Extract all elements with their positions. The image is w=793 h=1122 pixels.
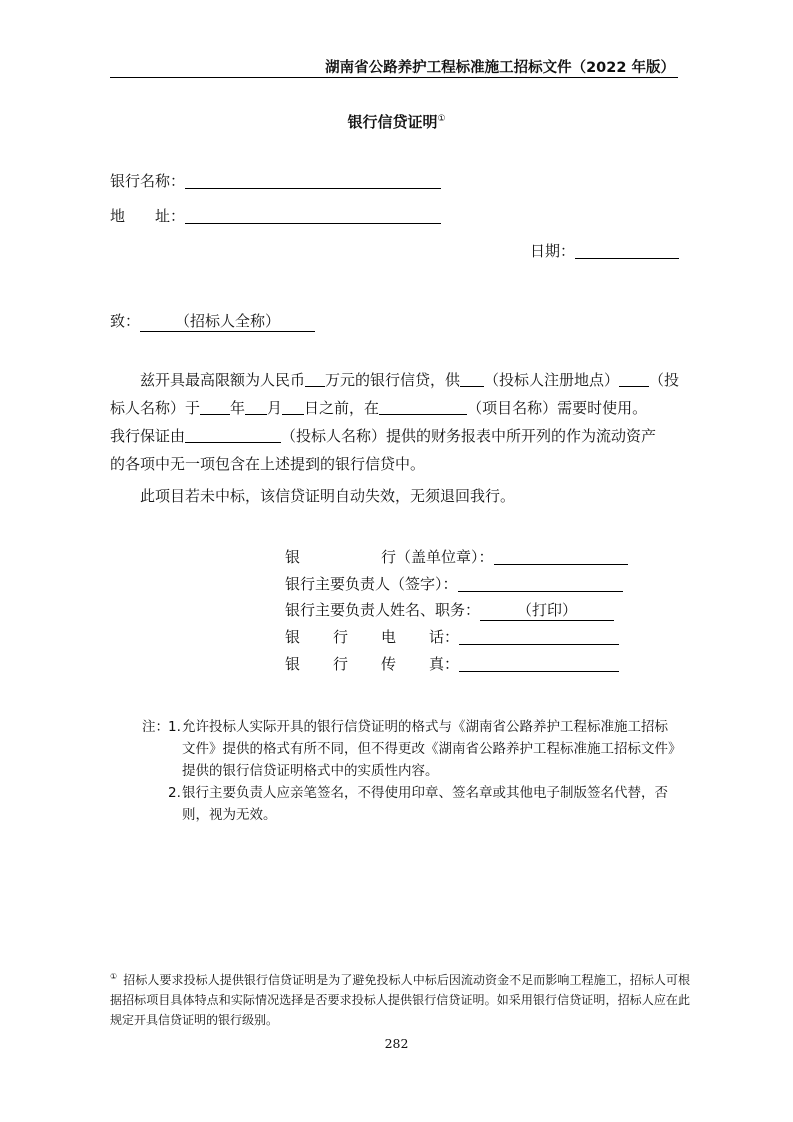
address-row	[110, 205, 441, 226]
bank-name-row	[110, 170, 441, 191]
head-sign-label: 银行主要负责人（签字）：	[285, 575, 458, 593]
fax-field[interactable]	[459, 655, 619, 672]
phone-row	[285, 626, 619, 647]
phone-char-4: 话：	[429, 628, 460, 646]
year-blank[interactable]	[200, 400, 230, 415]
address-label-1: 地	[110, 207, 126, 225]
page-number: 282	[384, 1036, 409, 1051]
date-label: 日期：	[530, 242, 576, 260]
project-blank[interactable]	[379, 400, 467, 415]
to-row	[110, 310, 315, 332]
body-text-7: 月	[267, 399, 283, 417]
bank-name-field[interactable]	[185, 172, 441, 189]
date-row	[530, 240, 679, 261]
body-text-10: 我行保证由	[110, 427, 186, 445]
bank-seal-label-1: 银	[285, 548, 301, 566]
footnote	[110, 967, 690, 1030]
body-paragraph-2	[110, 482, 690, 510]
bank-seal-row	[285, 546, 628, 567]
month-blank[interactable]	[245, 400, 267, 415]
recipient-placeholder: （招标人全称）	[175, 312, 281, 330]
phone-char-3: 电	[381, 628, 397, 646]
note-2-number: 2.	[168, 785, 181, 801]
body-text-13: 此项目若未中标，该信贷证明自动失效，无须退回我行。	[140, 487, 516, 505]
to-label: 致：	[110, 312, 141, 330]
phone-field[interactable]	[459, 628, 619, 645]
fax-char-3: 传	[381, 655, 397, 673]
fax-char-2: 行	[333, 655, 349, 673]
notes-prefix: 注：	[142, 719, 169, 735]
phone-char-1: 银	[285, 628, 301, 646]
bank-name-label: 银行名称：	[110, 172, 186, 190]
date-field[interactable]	[575, 242, 679, 259]
body-text-4: （投	[649, 371, 680, 389]
blank-2[interactable]	[619, 372, 649, 387]
bank-seal-label-2: 行（盖单位章）：	[381, 548, 494, 566]
note-1-number: 1.	[168, 719, 181, 735]
fax-row	[285, 653, 619, 674]
note-1-line-2: 文件》提供的格式有所不同，但不得更改《湖南省公路养护工程标准施工招标文件》	[182, 741, 682, 757]
head-name-placeholder: （打印）	[517, 601, 578, 619]
body-paragraph	[110, 366, 690, 478]
title-text: 银行信贷证明	[347, 113, 438, 131]
body-text-3: （投标人注册地点）	[484, 371, 620, 389]
head-name-field[interactable]	[480, 599, 614, 621]
footnote-mark: ①	[110, 972, 118, 981]
body-text-2: 万元的银行信贷，供	[325, 371, 461, 389]
body-text-5: 标人名称）于	[110, 399, 201, 417]
header-rule	[110, 77, 678, 78]
fax-char-1: 银	[285, 655, 301, 673]
blank-1[interactable]	[460, 372, 484, 387]
address-label-2: 址：	[155, 207, 186, 225]
body-text-8: 日之前，在	[304, 399, 380, 417]
footnote-text: 招标人要求投标人提供银行信贷证明是为了避免投标人中标后因流动资金不足而影响工程施工，招标人可根据招标项目具体特点和实际情况选择是否要求投标人提供银行信贷证明。如采用银行信贷证明，招标人应在此规定开具信贷证明的银行级别。	[110, 973, 690, 1027]
body-text-11: （投标人名称）提供的财务报表中所开列的作为流动资产	[281, 427, 657, 445]
note-2-line-1: 银行主要负责人应亲笔签名，不得使用印章、签名章或其他电子制版签名代替，否	[182, 785, 668, 801]
head-sign-row	[285, 573, 623, 594]
phone-char-2: 行	[333, 628, 349, 646]
title-footnote-mark: ①	[437, 114, 446, 124]
note-2-line-2: 则，视为无效。	[182, 807, 277, 823]
day-blank[interactable]	[282, 400, 304, 415]
body-text-12: 的各项中无一项包含在上述提到的银行信贷中。	[110, 455, 426, 473]
recipient-field[interactable]	[140, 310, 315, 332]
body-text-6: 年	[230, 399, 246, 417]
address-field[interactable]	[185, 207, 441, 224]
note-1-line-3: 提供的银行信贷证明格式中的实质性内容。	[182, 763, 439, 779]
amount-blank[interactable]	[305, 372, 325, 387]
bidder-blank[interactable]	[185, 428, 281, 443]
bank-seal-field[interactable]	[494, 548, 628, 565]
head-name-label: 银行主要负责人姓名、职务：	[285, 601, 481, 619]
body-text-9: （项目名称）需要时使用。	[467, 399, 648, 417]
note-2	[142, 782, 668, 826]
head-name-row	[285, 599, 614, 621]
note-1	[142, 716, 682, 782]
note-1-line-1: 允许投标人实际开具的银行信贷证明的格式与《湖南省公路养护工程标准施工招标	[182, 719, 668, 735]
running-header: 湖南省公路养护工程标准施工招标文件（2022 年版）	[325, 60, 675, 76]
document-title	[0, 111, 793, 132]
body-text-1: 兹开具最高限额为人民币	[140, 371, 306, 389]
head-sign-field[interactable]	[458, 575, 623, 592]
fax-char-4: 真：	[429, 655, 460, 673]
